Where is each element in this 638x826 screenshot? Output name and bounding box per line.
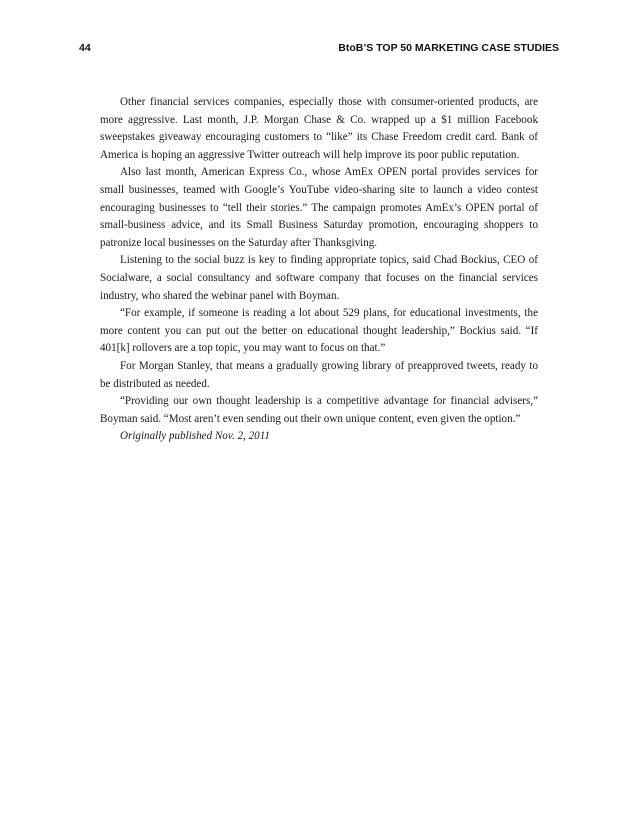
paragraph: “Providing our own thought leadership is a competitive advantage for financial advisers,” Boyman said. “Most aren’t even sending out their own unique content, even given the option.” [100, 395, 538, 425]
running-title: BtoB’S TOP 50 MARKETING CASE STUDIES [338, 42, 559, 54]
paragraph: For Morgan Stanley, that means a gradually growing library of preapproved tweets, ready to be distributed as needed. [100, 359, 538, 390]
paragraph: Listening to the social buzz is key to finding appropriate topics, said Chad Bockius, CEO of Socialware, a social consultancy and software company that focuses on the financial services industry, who shared the webinar panel with Boyman. [100, 254, 538, 302]
page-number: 44 [79, 42, 91, 54]
paragraph: “For example, if someone is reading a lot about 529 plans, for educational investments, the more content you can put out the better on educational thought leadership,” Bockius said. “If 401[k] rollovers are a top topic, you may want to focus on that.” [100, 307, 538, 355]
publication-credit: Originally published Nov. 2, 2011 [120, 430, 270, 443]
page-header [79, 42, 559, 58]
paragraph: Also last month, American Express Co., whose AmEx OPEN portal provides services for small businesses, teamed with Google’s YouTube video-sharing site to launch a video contest encouraging businesses to “tell their stories.” The campaign promotes AmEx’s OPEN portal of small-business advice, and its Small Business Saturday promotion, encouraging shoppers to patronize local businesses on the Saturday after Thanksgiving. [100, 166, 538, 249]
article-body [100, 94, 538, 446]
paragraph: Other financial services companies, especially those with consumer-oriented products, are more aggressive. Last month, J.P. Morgan Chase & Co. wrapped up a $1 million Facebook sweepstakes giveaway encouraging customers to “like” its Chase Freedom credit card. Bank of America is hoping an aggressive Twitter outreach will help improve its poor public reputation. [100, 96, 538, 161]
